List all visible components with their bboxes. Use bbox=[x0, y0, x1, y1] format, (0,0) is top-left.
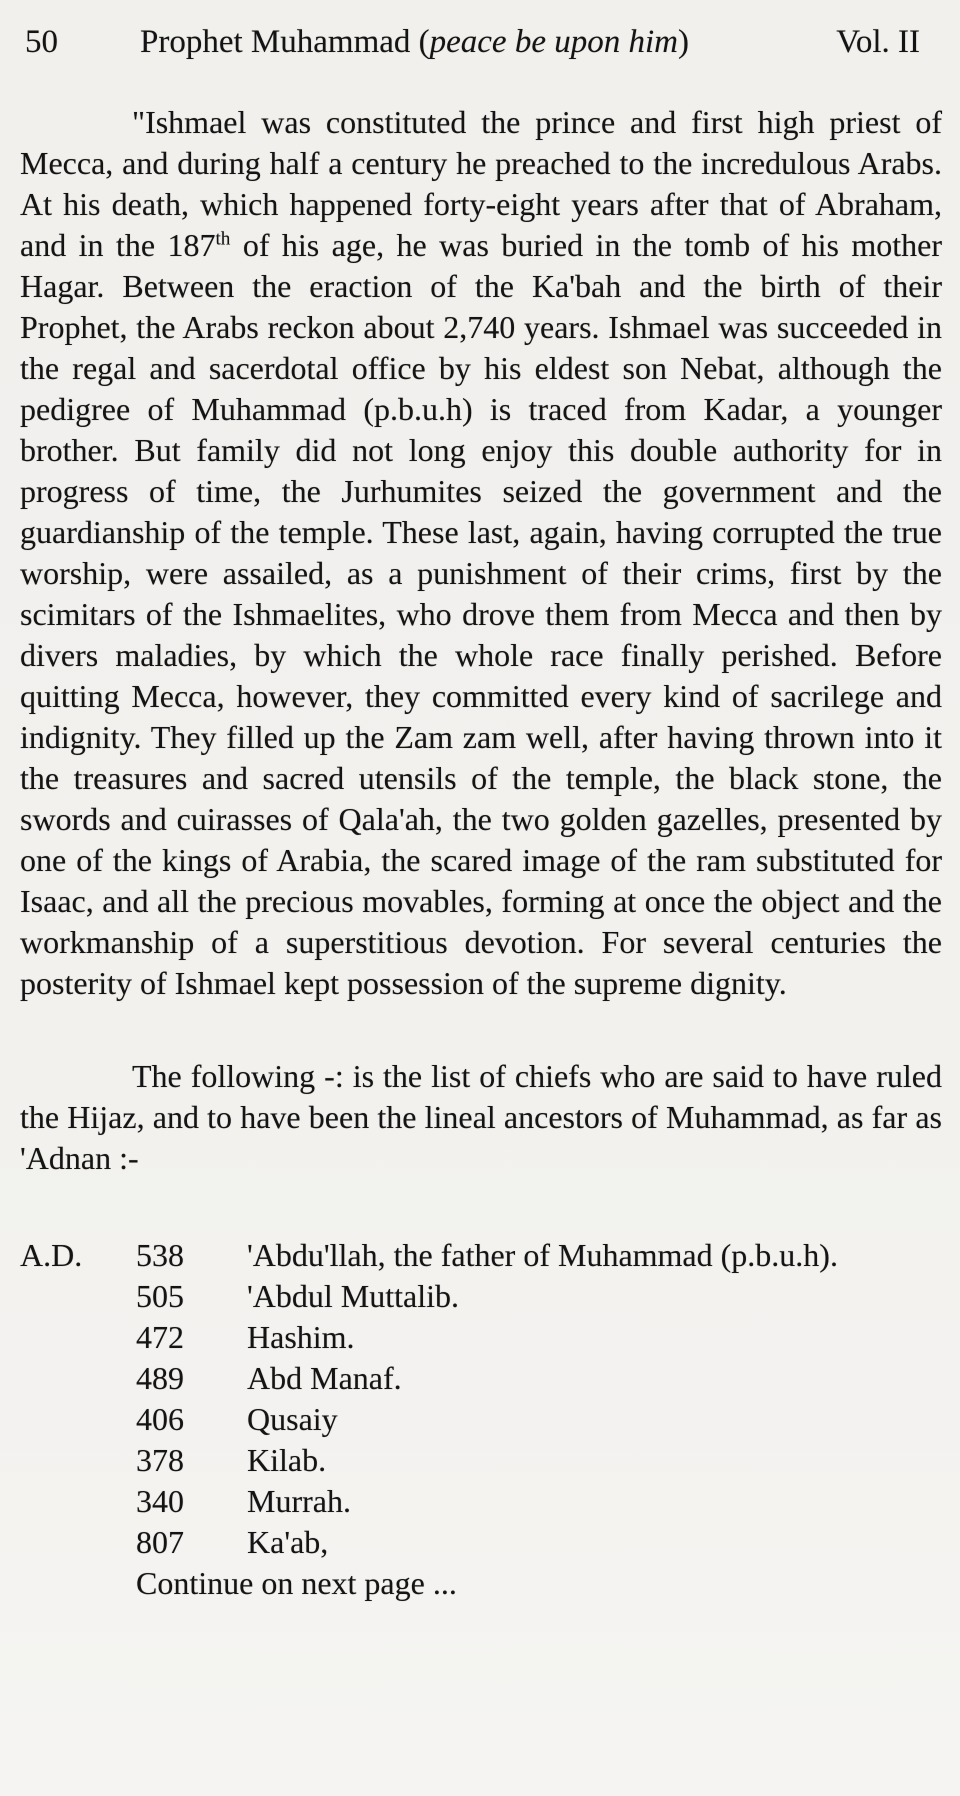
list-row bbox=[20, 1563, 942, 1604]
year-value: 538 bbox=[136, 1237, 184, 1273]
list-row bbox=[20, 1358, 942, 1399]
running-title bbox=[140, 22, 689, 62]
list-row bbox=[20, 1481, 942, 1522]
list-row bbox=[20, 1317, 942, 1358]
year-value: 406 bbox=[136, 1401, 184, 1437]
era-label bbox=[20, 1440, 136, 1481]
volume-label: Vol. II bbox=[836, 24, 920, 60]
paragraph-following: The following -: is the list of chiefs who are said to have ruled the Hijaz, and to have been the lineal ancestors of Muhammad, as far as 'Adnan :- bbox=[20, 1058, 942, 1176]
running-title-italic: peace be upon him bbox=[429, 24, 678, 60]
chief-name: 'Abdu'llah, the father of Muhammad (p.b.u.h). bbox=[247, 1237, 838, 1273]
chief-name: 'Abdul Muttalib. bbox=[247, 1278, 459, 1314]
era-label bbox=[20, 1399, 136, 1440]
list-row bbox=[20, 1235, 942, 1276]
list-row bbox=[20, 1276, 942, 1317]
era-label bbox=[20, 1481, 136, 1522]
continuation-note: Continue on next page ... bbox=[136, 1565, 457, 1601]
year-value: 378 bbox=[136, 1442, 184, 1478]
era-label bbox=[20, 1317, 136, 1358]
paragraph-ishmael-text-start: "Ishmael was constituted the prince and first high priest of Mecca, and during half a century he preached to the incredulous Arabs. At his death, which happened forty-eight years after that of Abraham, and in the 187 bbox=[20, 104, 942, 263]
era-label: A.D. bbox=[20, 1237, 83, 1273]
ordinal-superscript: th bbox=[215, 228, 231, 250]
era-label bbox=[20, 1563, 136, 1604]
paragraph-ishmael bbox=[20, 102, 942, 1004]
chief-name: Qusaiy bbox=[247, 1401, 338, 1437]
page-number: 50 bbox=[25, 24, 58, 60]
year-value: 807 bbox=[136, 1524, 184, 1560]
year-value: 472 bbox=[136, 1319, 184, 1355]
paragraph-ishmael-text-end: of his age, he was buried in the tomb of his mother Hagar. Between the eraction of the Ka'bah and the birth of their Prophet, the Arabs reckon about 2,740 years. Ishmael was succeeded in the regal and sacerdotal office by his eldest son Nebat, although the pedigree of Muhammad (p.b.u.h) is traced from Kadar, a younger brother. But family did not long enjoy this double authority for in progress of time, the Jurhumites seized the government and the guardianship of the temple. These last, again, having corrupted the true worship, were assailed, as a punishment of their crims, first by the scimitars of the Ishmaelites, who drove them from Mecca and then by divers maladies, by which the whole race finally perished. Before quitting Mecca, however, they committed every kind of sacrilege and indignity. They filled up the Zam zam well, after having thrown into it the treasures and sacred utensils of the temple, the black stone, the swords and cuirasses of Qala'ah, the two golden gazelles, presented by one of the kings of Arabia, the scared image of the ram substituted for Isaac, and all the precious movables, forming at once the object and the workmanship of a superstitious devotion. For several centuries the posterity of Ishmael kept possession of the supreme dignity. bbox=[20, 227, 943, 1001]
list-row bbox=[20, 1522, 942, 1563]
era-label bbox=[20, 1276, 136, 1317]
page-header bbox=[20, 22, 942, 62]
year-value: 505 bbox=[136, 1278, 184, 1314]
era-label bbox=[20, 1522, 136, 1563]
running-title-prefix: Prophet Muhammad ( bbox=[140, 24, 430, 60]
chief-name: Ka'ab, bbox=[247, 1524, 329, 1560]
list-row bbox=[20, 1399, 942, 1440]
chief-name: Hashim. bbox=[247, 1319, 355, 1355]
year-value: 489 bbox=[136, 1360, 184, 1396]
chief-name: Abd Manaf. bbox=[247, 1360, 402, 1396]
chief-name: Murrah. bbox=[247, 1483, 351, 1519]
list-row bbox=[20, 1440, 942, 1481]
chiefs-list bbox=[20, 1235, 942, 1604]
year-value: 340 bbox=[136, 1483, 184, 1519]
running-title-suffix: ) bbox=[677, 24, 689, 60]
era-label bbox=[20, 1358, 136, 1399]
chief-name: Kilab. bbox=[247, 1442, 327, 1478]
